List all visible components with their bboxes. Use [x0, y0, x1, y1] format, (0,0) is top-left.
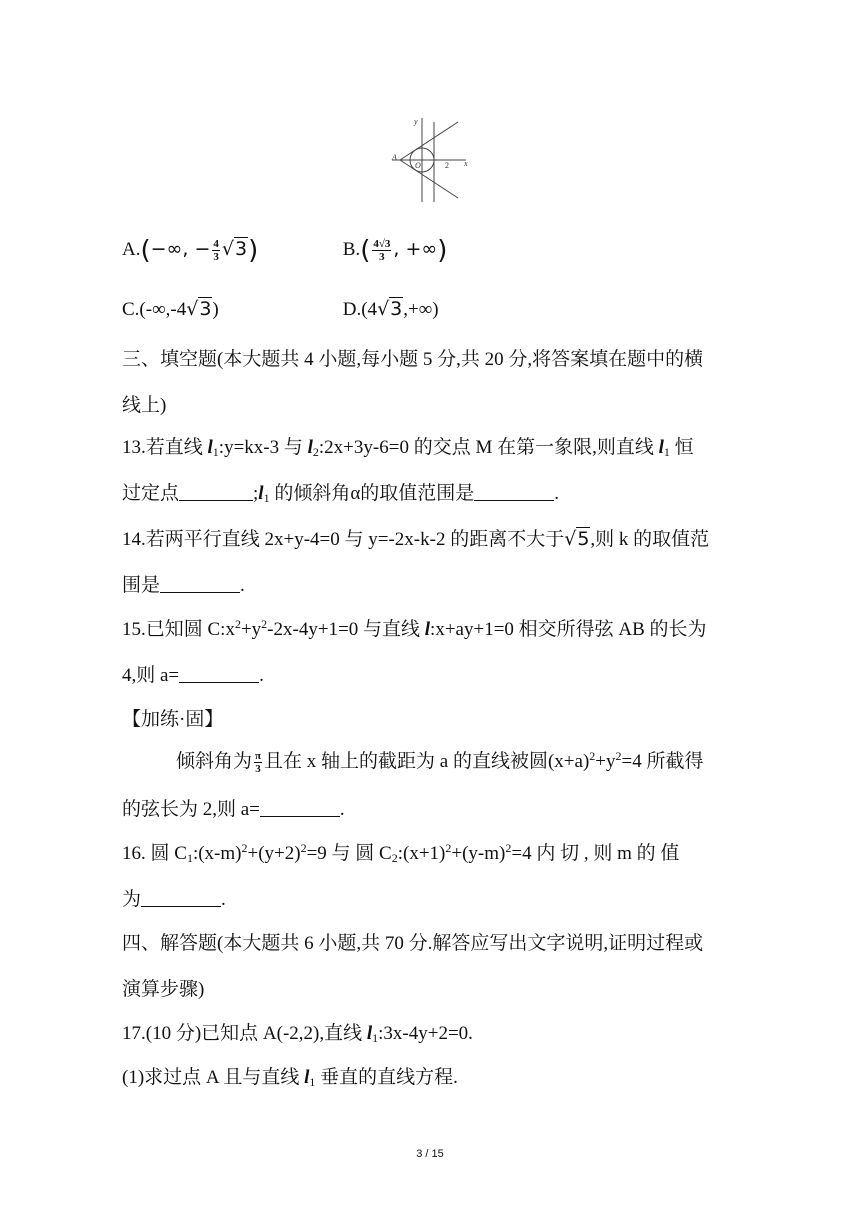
left-paren: ( [140, 235, 151, 266]
q14-text: . [240, 575, 245, 596]
point-a-label: A [392, 153, 397, 162]
answer-blank[interactable] [179, 499, 253, 501]
option-c [122, 298, 338, 321]
q15-text: 15.已知圆 C:x [122, 619, 235, 640]
question-16 [122, 838, 679, 865]
q16-text: =4 内 切 , 则 m 的 值 [511, 843, 680, 864]
fraction [212, 238, 220, 263]
exponent: 2 [505, 841, 512, 855]
question-13 [122, 432, 694, 459]
frac-den: 3 [213, 251, 219, 264]
option-b-text: , +∞ [393, 238, 438, 260]
tick-label-2: 2 [445, 161, 449, 170]
practice-heading: 【加练·固】 [122, 709, 224, 730]
section-3-heading-cont: 线上) [122, 395, 167, 416]
question-16-cont [122, 884, 226, 911]
option-b-prefix: B. [342, 239, 361, 260]
tangent-line-lower [400, 160, 458, 198]
question-14-cont [122, 570, 245, 597]
q15-text: -2x-4y+1=0 与直线 [267, 619, 425, 640]
q13-text: :2x+3y-6=0 的交点 M 在第一象限,则直线 [318, 437, 659, 458]
practice-text: 且在 x 轴上的截距为 a 的直线被圆(x+a) [264, 751, 590, 772]
option-a [122, 235, 338, 266]
practice-text: +y [595, 751, 616, 772]
section-4-heading-cont: 演算步骤) [122, 979, 205, 1000]
option-d [343, 298, 439, 321]
answer-blank[interactable] [141, 905, 221, 907]
line-symbol: l [307, 437, 313, 458]
q16-text: :(x-m) [192, 843, 242, 864]
q13-text: 过定点 [122, 483, 180, 504]
practice-question-cont [122, 794, 345, 821]
question-15 [122, 614, 707, 641]
tangent-line-upper [400, 122, 458, 160]
exponent: 2 [445, 841, 452, 855]
question-14 [122, 524, 709, 551]
right-paren: ) [248, 235, 259, 266]
exponent: 2 [615, 749, 622, 763]
frac-num: 4√3 [373, 238, 391, 251]
x-axis-label: x [464, 159, 468, 168]
line-symbol: l [258, 483, 264, 504]
origin-label: O [415, 161, 421, 170]
exponent: 2 [241, 841, 248, 855]
subscript: 1 [263, 491, 270, 505]
option-b [342, 235, 448, 266]
exponent: 2 [261, 617, 268, 631]
answer-blank[interactable] [260, 815, 340, 817]
line-symbol: l [658, 437, 664, 458]
question-15-cont [122, 660, 264, 687]
line-symbol: l [207, 437, 213, 458]
exponent: 2 [300, 841, 307, 855]
radicand: 5 [577, 528, 590, 550]
sqrt: √3 [221, 238, 248, 260]
subscript: 1 [372, 1031, 379, 1045]
page-number: 3 / 15 [416, 1148, 444, 1160]
line-symbol: l [424, 619, 431, 640]
line-symbol: l [366, 1023, 373, 1044]
q17-text: 垂直的直线方程. [315, 1067, 458, 1088]
exponent: 2 [589, 749, 596, 763]
practice-question [176, 746, 703, 775]
left-paren: ( [360, 235, 371, 266]
subscript: 1 [309, 1075, 316, 1089]
radicand: 3 [199, 298, 212, 320]
practice-text: 的弦长为 2,则 a= [122, 799, 260, 820]
q14-text: 14.若两平行直线 2x+y-4=0 与 y=-2x-k-2 的距离不大于 [122, 529, 565, 550]
answer-blank[interactable] [474, 499, 554, 501]
q15-text: 4,则 a= [122, 665, 180, 686]
fraction [372, 238, 391, 263]
subscript: 2 [391, 851, 398, 865]
exponent: 2 [234, 617, 241, 631]
frac-den: 3 [379, 251, 385, 264]
q15-text: +y [240, 619, 262, 640]
answer-blank[interactable] [179, 681, 259, 683]
q13-text: :y=kx-3 与 [218, 437, 308, 458]
options-row-ab [122, 235, 448, 266]
q16-text: . [221, 889, 226, 910]
question-17-part-1 [122, 1062, 458, 1089]
q13-text: ; [253, 483, 259, 504]
option-c-suffix: ) [212, 299, 219, 320]
q15-text: :x+ay+1=0 相交所得弦 AB 的长为 [430, 619, 707, 640]
y-axis-label: y [414, 117, 418, 126]
option-a-prefix: A. [122, 239, 141, 260]
q13-text: 恒 [669, 437, 694, 458]
q13-text: . [554, 483, 560, 504]
practice-text: 倾斜角为 [176, 751, 253, 772]
q15-text: . [259, 665, 264, 686]
radicand: 3 [390, 298, 403, 320]
practice-text: =4 所截得 [621, 751, 704, 772]
option-c-prefix: C.(-∞,-4 [122, 299, 187, 320]
option-d-prefix: D.(4 [342, 299, 378, 320]
geometry-figure [388, 114, 474, 206]
sqrt: √3 [186, 298, 212, 320]
frac-num: π [255, 750, 262, 763]
question-13-cont [122, 478, 559, 505]
option-d-suffix: ,+∞) [403, 299, 439, 320]
q16-text: +(y-m) [451, 843, 506, 864]
q17-text: 17.(10 分)已知点 A(-2,2),直线 [122, 1023, 367, 1044]
sqrt: √3 [377, 298, 403, 320]
q13-text: 的倾斜角α的取值范围是 [269, 483, 475, 504]
line-symbol: l [304, 1067, 310, 1088]
options-row-cd [122, 298, 439, 321]
q16-text: :(x+1) [397, 843, 446, 864]
subscript: 1 [663, 445, 670, 459]
frac-num: 4 [213, 238, 219, 251]
q13-text: 13.若直线 [122, 437, 208, 458]
fraction [254, 750, 262, 775]
section-4-heading: 四、解答题(本大题共 6 小题,共 70 分.解答应写出文字说明,证明过程或 [122, 933, 704, 954]
q14-text: 围是 [122, 575, 161, 596]
q16-text: 为 [122, 889, 142, 910]
subscript: 1 [212, 445, 219, 459]
right-paren: ) [437, 235, 448, 266]
q17-text: (1)求过点 A 且与直线 [122, 1067, 305, 1088]
question-17 [122, 1018, 473, 1045]
subscript: 1 [186, 851, 193, 865]
q17-text: :3x-4y+2=0. [378, 1023, 473, 1044]
radicand: 3 [235, 238, 248, 260]
option-a-text: −∞, − [150, 238, 211, 260]
frac-den: 3 [255, 763, 261, 776]
subscript: 2 [312, 445, 319, 459]
q14-text: ,则 k 的取值范 [590, 529, 710, 550]
q16-text: 16. 圆 C [122, 843, 187, 864]
answer-blank[interactable] [160, 591, 240, 593]
sqrt: √5 [564, 528, 590, 550]
q16-text: =9 与 圆 C [306, 843, 392, 864]
q16-text: +(y+2) [247, 843, 301, 864]
section-3-heading: 三、填空题(本大题共 4 小题,每小题 5 分,共 20 分,将答案填在题中的横 [122, 349, 704, 370]
practice-text: . [339, 799, 345, 820]
